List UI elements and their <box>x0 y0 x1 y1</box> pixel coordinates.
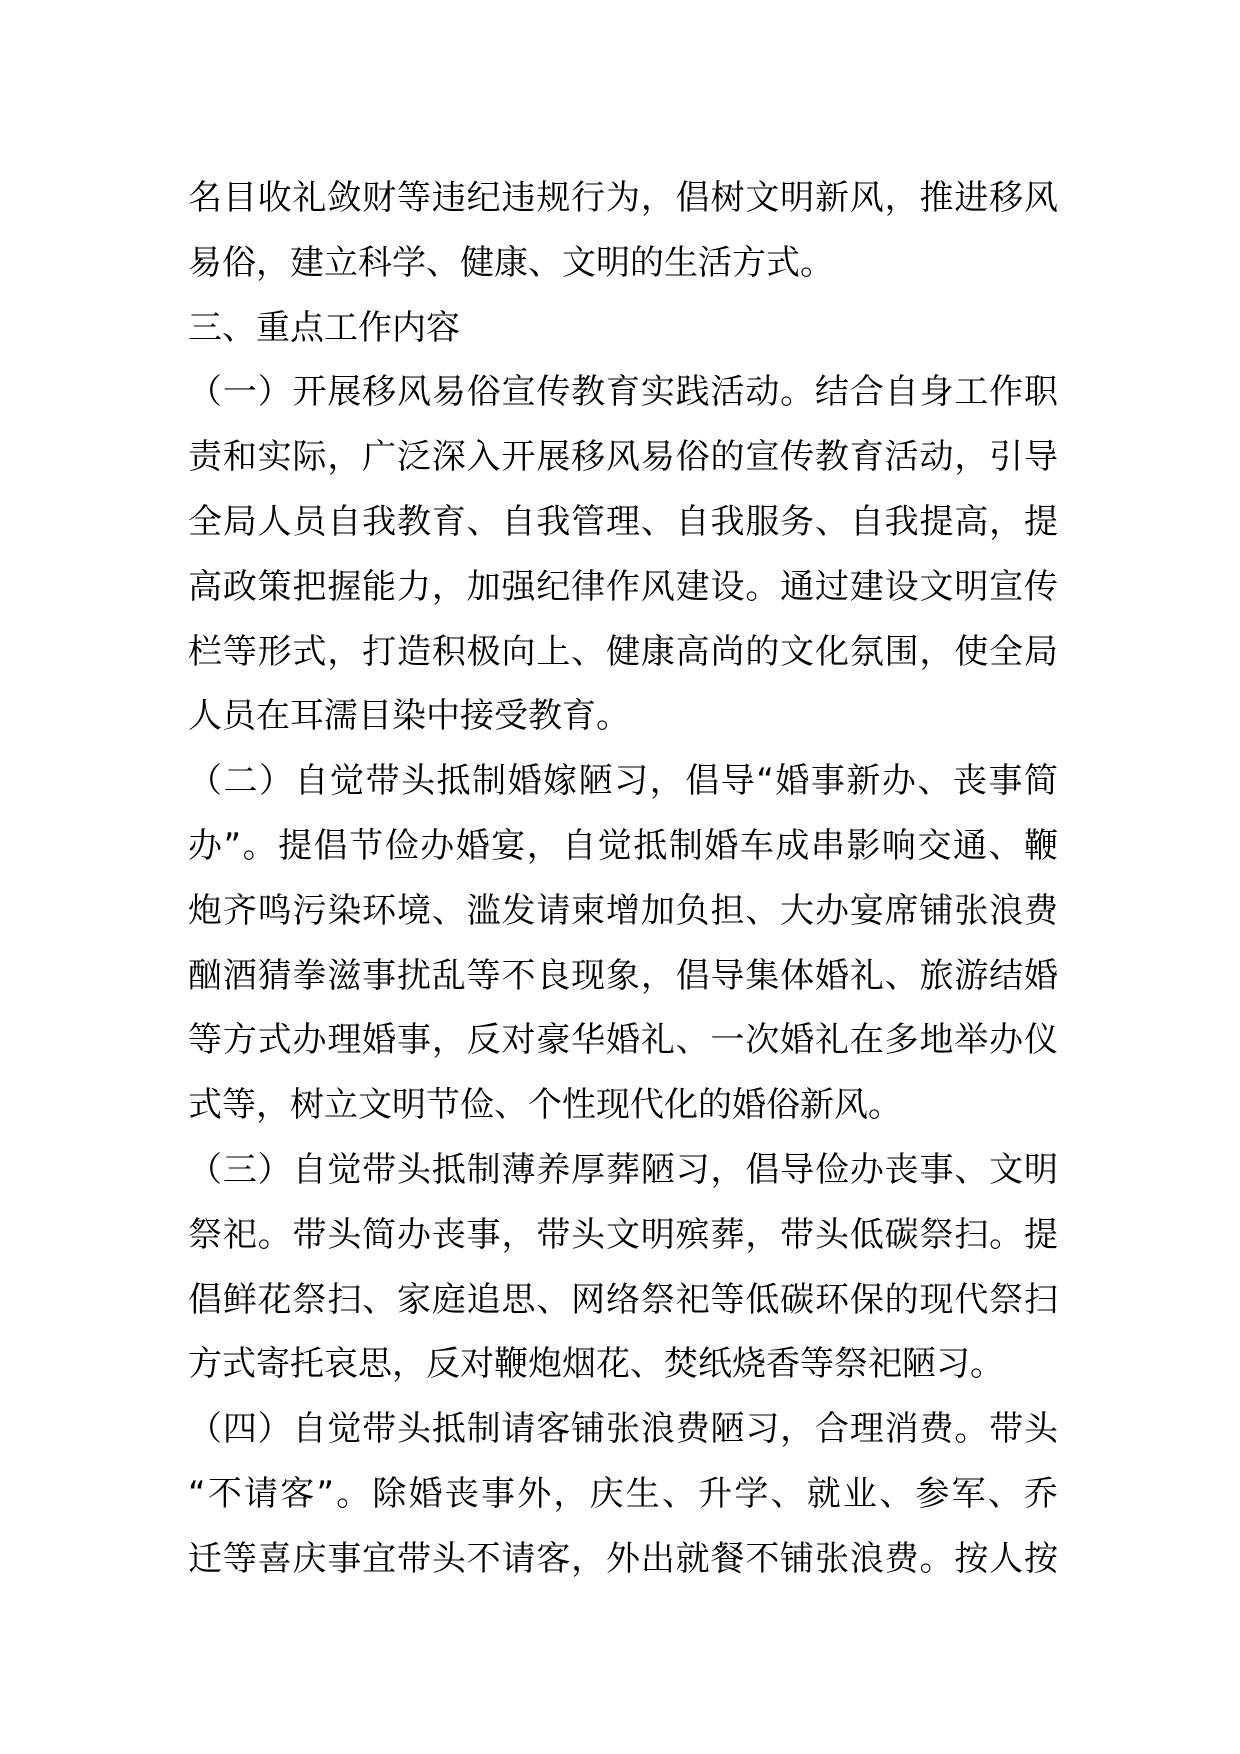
text-line: 栏等形式，打造积极向上、健康高尚的文化氛围，使全局 <box>188 631 1058 672</box>
document-body <box>188 166 1058 1592</box>
text-line: 酗酒猜拳滋事扰乱等不良现象，倡导集体婚礼、旅游结婚 <box>188 955 1058 996</box>
text-line: （二）自觉带头抵制婚嫁陋习，倡导“婚事新办、丧事简 <box>188 761 1058 802</box>
text-line: （四）自觉带头抵制请客铺张浪费陋习，合理消费。带头 <box>188 1409 1058 1450</box>
text-line: 责和实际，广泛深入开展移风易俗的宣传教育活动，引导 <box>188 437 1058 478</box>
text-line: 办”。提倡节俭办婚宴，自觉抵制婚车成串影响交通、鞭 <box>188 825 1058 866</box>
text-line: （一）开展移风易俗宣传教育实践活动。结合自身工作职 <box>188 372 1058 413</box>
text-line: 全局人员自我教育、自我管理、自我服务、自我提高，提 <box>188 501 1058 542</box>
text-line: （三）自觉带头抵制薄养厚葬陋习，倡导俭办丧事、文明 <box>188 1149 1058 1190</box>
text-line: 人员在耳濡目染中接受教育。 <box>188 696 630 737</box>
text-line: 祭祀。带头简办丧事，带头文明殡葬，带头低碳祭扫。提 <box>188 1214 1058 1255</box>
text-line: 等方式办理婚事，反对豪华婚礼、一次婚礼在多地举办仪 <box>188 1020 1058 1061</box>
section-heading: 三、重点工作内容 <box>188 307 460 348</box>
text-line: 迁等喜庆事宜带头不请客，外出就餐不铺张浪费。按人按 <box>188 1538 1058 1579</box>
text-line: 名目收礼敛财等违纪违规行为，倡树文明新风，推进移风 <box>188 178 1058 218</box>
text-line: “不请客”。除婚丧事外，庆生、升学、就业、参军、乔 <box>188 1473 1058 1514</box>
text-line: 式等，树立文明节俭、个性现代化的婚俗新风。 <box>188 1085 902 1126</box>
text-line: 方式寄托哀思，反对鞭炮烟花、焚纸烧香等祭祀陋习。 <box>188 1344 1004 1385</box>
text-line: 炮齐鸣污染环境、滥发请柬增加负担、大办宴席铺张浪费 <box>188 890 1058 931</box>
text-line: 倡鲜花祭扫、家庭追思、网络祭祀等低碳环保的现代祭扫 <box>188 1279 1058 1320</box>
text-line: 易俗，建立科学、健康、文明的生活方式。 <box>188 242 834 283</box>
text-line: 高政策把握能力，加强纪律作风建设。通过建设文明宣传 <box>188 566 1058 607</box>
